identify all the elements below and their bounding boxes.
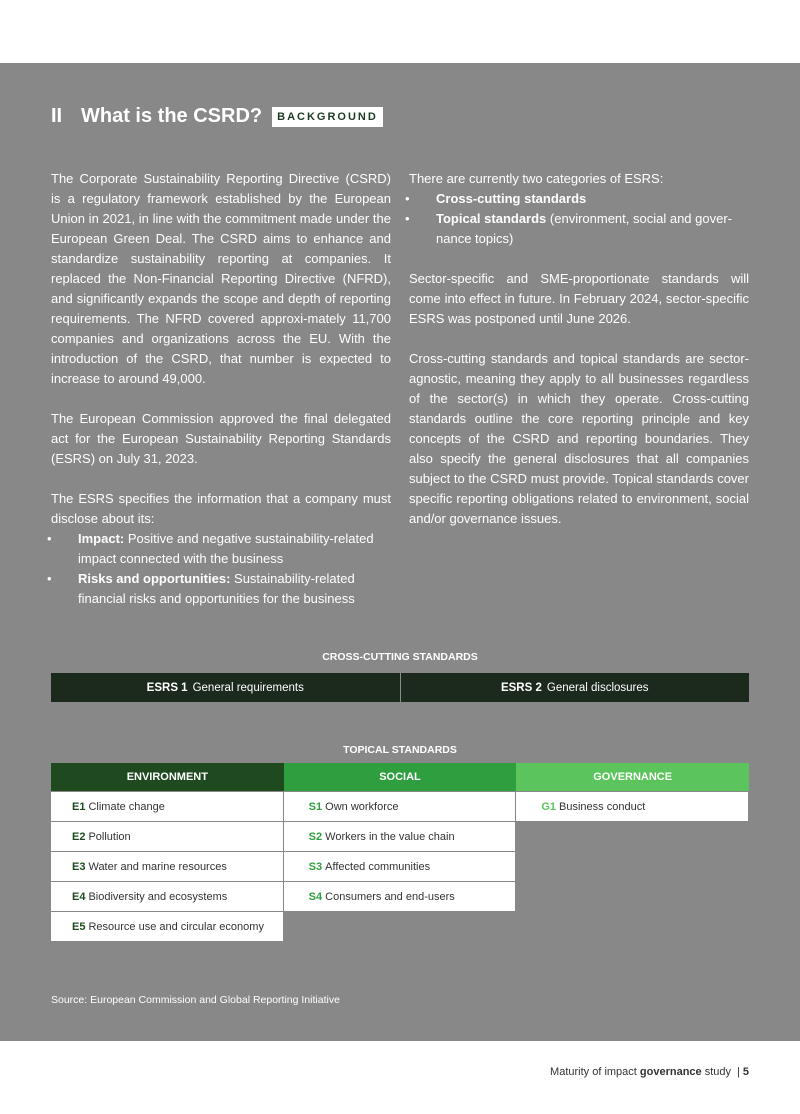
footer-bold: governance	[639, 1066, 702, 1078]
bullet-bold: Impact:	[78, 531, 125, 546]
standard-label: Workers in the value chain	[325, 830, 455, 843]
section-number: II	[51, 105, 63, 127]
page-number: 5	[742, 1066, 749, 1078]
footer-text-suffix: study	[701, 1066, 732, 1078]
standard-code: ESRS 2	[500, 681, 542, 694]
bullet-bold: Cross-cutting standards	[436, 191, 587, 206]
standard-label: Water and marine resources	[88, 860, 227, 873]
topical-table	[51, 763, 749, 941]
esrs-approval-paragraph: The European Commission approved the final delegated act for the European Sustainability Reporting Standards (ESRS) on July 31, 2023.	[51, 411, 391, 466]
topical-title: TOPICAL STANDARDS	[343, 744, 457, 756]
standard-label: Resource use and circular economy	[88, 920, 264, 933]
standard-label: Climate change	[88, 800, 165, 813]
footer-text: Maturity of impact	[550, 1066, 640, 1078]
standard-code: G1	[541, 800, 557, 813]
list-item	[47, 529, 391, 569]
table-row	[51, 882, 284, 911]
standard-label: Consumers and end-users	[325, 890, 455, 903]
table-row	[284, 852, 517, 881]
table-row	[51, 822, 284, 851]
list-item	[405, 189, 749, 209]
esrs1-cell	[51, 673, 401, 702]
governance-header: GOVERNANCE	[516, 763, 749, 791]
standard-label: Affected communities	[325, 860, 431, 873]
sector-specific-paragraph: Sector-specific and SME-proportionate standards will come into effect in future. In February 2024, sector-specific ESRS was postponed until June 2026.	[409, 271, 749, 326]
topical-columns	[51, 791, 749, 941]
standard-code: E2	[72, 830, 86, 843]
table-row	[51, 912, 284, 941]
bullet-icon: •	[47, 571, 52, 586]
right-text-column	[405, 169, 749, 529]
governance-column	[516, 791, 749, 821]
standard-label: Business conduct	[559, 800, 646, 813]
standard-label: Own workforce	[325, 800, 399, 813]
social-header: SOCIAL	[284, 763, 517, 791]
standard-label: Biodiversity and ecosystems	[88, 890, 228, 903]
standard-code: ESRS 1	[146, 681, 188, 694]
list-item	[47, 569, 391, 609]
cross-cutting-title: CROSS-CUTTING STANDARDS	[322, 651, 478, 663]
left-text-column	[47, 169, 391, 609]
standard-code: E5	[72, 920, 86, 933]
cross-cutting-row	[51, 673, 749, 702]
environment-header: ENVIRONMENT	[51, 763, 284, 791]
social-column	[284, 791, 517, 911]
esrs2-cell	[401, 673, 750, 702]
list-item	[405, 209, 749, 249]
bullet-icon: •	[47, 531, 52, 546]
standard-code: E3	[72, 860, 86, 873]
bullet-bold: Topical standards	[436, 211, 547, 226]
standard-code: E1	[72, 800, 86, 813]
standard-label: Pollution	[88, 830, 131, 843]
bullet-icon: •	[405, 191, 410, 206]
background-badge: BACKGROUND	[272, 107, 383, 127]
footer-separator: |	[737, 1066, 740, 1078]
source-note: Source: European Commission and Global Reporting Initiative	[51, 994, 340, 1006]
table-row	[51, 852, 284, 881]
esrs-disclosure-paragraph: The ESRS specifies the information that a company must disclose about its:	[51, 491, 391, 526]
bullet-bold: Risks and opportunities:	[78, 571, 231, 586]
section-heading	[51, 105, 383, 128]
disclosure-list	[47, 529, 391, 609]
categories-list	[405, 189, 749, 249]
table-row	[284, 882, 517, 911]
environment-column	[51, 791, 284, 941]
bullet-text: Positive and negative sustainability-related impact connected with the business	[78, 531, 374, 566]
standard-code: S3	[308, 860, 323, 873]
standard-label: General requirements	[192, 681, 304, 694]
standard-code: E4	[72, 890, 86, 903]
bullet-text: (environment, social and gover-nance topics)	[436, 211, 732, 246]
categories-intro: There are currently two categories of ESRS:	[409, 171, 664, 186]
table-row	[284, 822, 517, 851]
page-footer	[550, 1066, 749, 1078]
bullet-icon: •	[405, 211, 410, 226]
standard-code: S1	[308, 800, 323, 813]
table-row	[284, 792, 517, 821]
standard-code: S4	[308, 890, 323, 903]
topical-header-row	[51, 763, 749, 791]
cross-cutting-paragraph: Cross-cutting standards and topical standards are sector-agnostic, meaning they apply to all businesses regardless of the sector(s) in which they operate. Cross-cutting standards outline the core reporting principle and key concepts of the CSRD and reporting boundaries. They also specify the general disclosures that all companies subject to the CSRD must provide. Topical standards cover specific reporting obligations related to environment, social and/or governance issues.	[409, 351, 749, 526]
table-row	[51, 792, 284, 821]
intro-paragraph: The Corporate Sustainability Reporting Directive (CSRD) is a regulatory framework established by the European Union in 2021, in line with the commitment made under the European Green Deal. The CSRD aims to enhance and standardize sustainability reporting at companies. It replaced the Non-Financial Reporting Directive (NFRD), and significantly expands the scope and depth of reporting requirements. The NFRD covered approxi-mately 11,700 companies and organizations across the EU. With the introduction of the CSRD, that number is expected to increase to around 49,000.	[51, 171, 391, 386]
standard-code: S2	[308, 830, 323, 843]
table-row	[516, 792, 749, 821]
bullet-text: Sustainability-related financial risks and opportunities for the business	[78, 571, 355, 606]
page-title: What is the CSRD?	[81, 105, 263, 127]
standard-label: General disclosures	[546, 681, 649, 694]
